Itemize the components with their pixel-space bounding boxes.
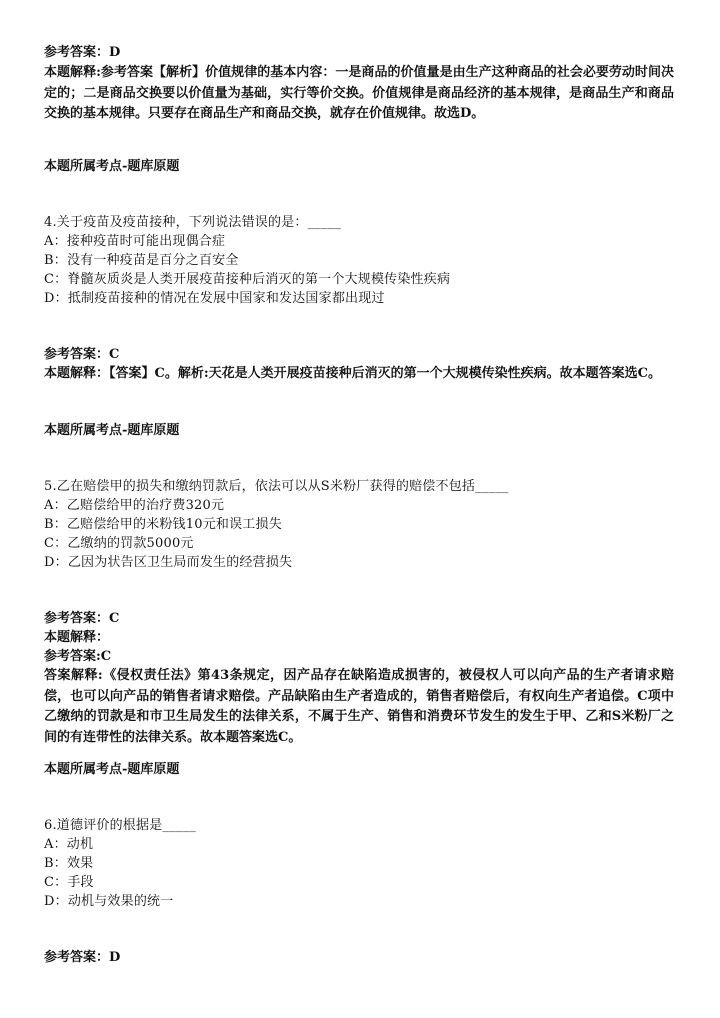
question-4-option-a: A：接种疫苗时可能出现偶合症: [44, 234, 226, 249]
question-5-explanation: 答案解释:《侵权责任法》第43条规定，因产品存在缺陷造成损害的，被侵权人可以向产品的生产者请求赔偿，也可以向产品的销售者请求赔偿。产品缺陷由生产者造成的，销售者赔偿后，有权向生产者追偿。C项中乙缴纳的罚款是和市卫生局发生的法律关系，不属于生产、销售和消费环节发生的发生于甲、乙和S米粉厂之间的有连带性的法律关系。故本题答案选C。: [44, 668, 674, 745]
question-6-text: 6.道德评价的根据是_____: [44, 818, 196, 833]
question-5-text: 5.乙在赔偿甲的损失和缴纳罚款后，依法可以从S米粉厂获得的赔偿不包括_____: [44, 479, 509, 494]
question-5-option-a: A：乙赔偿给甲的治疗费320元: [44, 498, 225, 513]
question-4-option-c: C：脊髓灰质炎是人类开展疫苗接种后消灭的第一个大规模传染性疾病: [44, 272, 451, 287]
source-tag: 本题所属考点-题库原题: [44, 159, 180, 174]
question-6-option-d: D：动机与效果的统一: [44, 894, 174, 909]
question-4-source-tag: 本题所属考点-题库原题: [44, 423, 180, 438]
question-5-option-c: C：乙缴纳的罚款5000元: [44, 536, 194, 551]
question-5-answer-repeat: 参考答案:C: [44, 649, 112, 664]
question-5-explanation-label: 本题解释：: [44, 630, 110, 645]
question-5-option-d: D：乙因为状告区卫生局而发生的经营损失: [44, 555, 293, 570]
question-5-option-b: B：乙赔偿给甲的米粉钱10元和误工损失: [44, 517, 282, 532]
question-4-text: 4.关于疫苗及疫苗接种，下列说法错误的是：_____: [44, 215, 342, 230]
question-5-source-tag: 本题所属考点-题库原题: [44, 762, 180, 777]
question-4-option-b: B：没有一种疫苗是百分之百安全: [44, 253, 239, 268]
question-6-option-c: C：手段: [44, 875, 94, 890]
question-4-answer: 参考答案：C: [44, 347, 120, 362]
question-5-answer: 参考答案：C: [44, 611, 120, 626]
question-4-option-d: D：抵制疫苗接种的情况在发展中国家和发达国家都出现过: [44, 291, 385, 306]
question-6-answer: 参考答案：D: [44, 950, 121, 965]
question-4-explanation: 本题解释：【答案】C。解析:天花是人类开展疫苗接种后消灭的第一个大规模传染性疾病。故本题答案选C。: [44, 366, 661, 381]
question-6-option-b: B：效果: [44, 856, 94, 871]
explanation-paragraph: 本题解释:参考答案【解析】价值规律的基本内容：一是商品的价值量是由生产这种商品的社会必要劳动时间决定的；二是商品交换要以价值量为基础，实行等价交换。价值规律是商品经济的基本规律，是商品生产和商品交换的基本规律。只要存在商品生产和商品交换，就存在价值规律。故选D。: [44, 65, 674, 121]
answer-line: 参考答案：D: [44, 45, 121, 60]
question-6-option-a: A：动机: [44, 837, 94, 852]
